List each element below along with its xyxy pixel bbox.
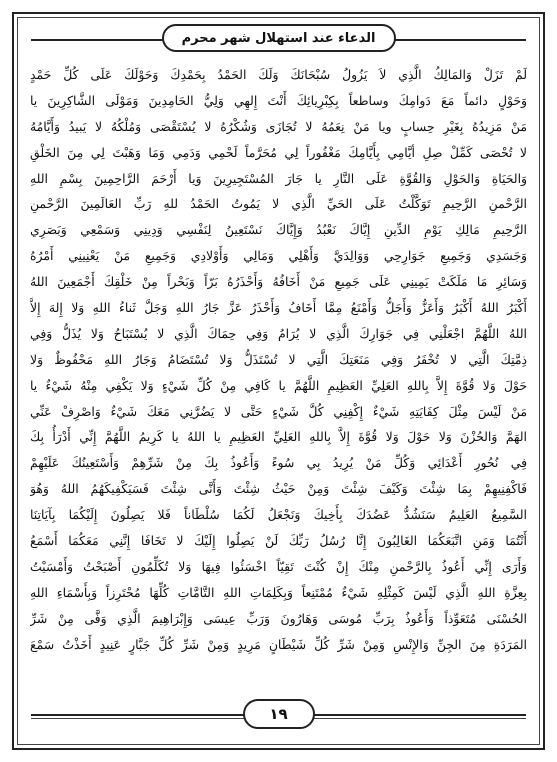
text-line: الرَّحْمنِ الرَّحِيمِ تَوَكَّلْتُ عَلَى الحَيِّ الَّذِي لا يَمُوتُ الحَمْدُ للهِ رَبِّ العَالَمِينَ الرَّحْمنِ xyxy=(30,196,527,212)
page-number-badge xyxy=(243,699,315,729)
text-line: السَّمِيعُ العَلِيمُ سَنَشُدُّ عَضُدَكَ بِأَخِيكَ وَنَجْعَلُ لَكُمَا سُلْطَاناً فَلا يَصِلُونَ إِلَيْكُمَا بِآيَاتِنَا xyxy=(30,507,527,523)
page-title: الدعاء عند استهلال شهر محرم xyxy=(181,30,376,46)
text-line: وَسَائِرِ مَا مَلَكَتْ يَمِينِي عَلَى جَمِيعِ مَنْ أَخَافُهُ وَأَحْذَرُهُ بَرّاً وَبَحْراً مِنْ خَلْقِكَ أَجْمَعِينَ اللهُ xyxy=(30,274,527,290)
text-line: مَنْ مَزِيدُهُ بِغَيْرِ حِسابٍ ويا مَنْ نِعَمُهُ لا تُجَازَى وَشُكْرُهُ لا يُسْتَقْصَى وَمُلْكُهُ لا يَبيدُ وَأَيَّامُهُ xyxy=(30,118,527,134)
text-line: الهَمَّ وَالحُزْنَ وَلا حَوْلَ وَلا قُوَّةَ إِلاَّ بِاللهِ العَلِيِّ العَظِيمِ يا اللهُ يا كَرِيمُ اللَّهُمَّ إِنِّي أَدْرَأُ بِكَ xyxy=(30,429,527,445)
header-title-badge xyxy=(162,24,396,52)
prayer-text-body xyxy=(30,62,527,684)
page-header xyxy=(31,24,526,54)
text-line: وَالحَيَاةِ وَالحَوْلِ وَالقُوَّةِ عَلَى النَّارِ يا جَارَ المُسْتَجِيرِينَ وَيا أَرْحَمَ الرَّاحِمِينَ بِسْمِ اللهِ xyxy=(30,170,527,186)
text-line: بِعِزَّةِ اللهِ الَّذِي لَيْسَ كَمِثْلِهِ شَيْءٌ مُمْتَنِعاً وَبِكَلِمَاتِ اللهِ التَّامَّاتِ كُلِّهَا مُحْتَرِزاً وَبِأَسْمَاءِ اللهِ xyxy=(30,584,527,600)
text-line: المَرَدَةِ مِنَ الجِنِّ وَالإِنْسِ وَمِنْ شَرِّ كُلِّ شَيْطَانٍ مَرِيدٍ وَمِنْ شَرِّ كُلِّ جَبَّارٍ عَنِيدٍ أَخَذْتُ سَمْعَ xyxy=(30,636,527,652)
text-line: الحُسْنَى مُتَعَوِّذاً وَأَعُوذُ بِرَبِّ مُوسَى وَهَارُونَ وَرَبِّ عِيسَى وَإِبْرَاهِيمَ الَّذِي وَفَّى مِنْ شَرِّ xyxy=(30,610,527,626)
text-line: حَوْلَ وَلا قُوَّةَ إِلاَّ بِاللهِ العَلِيِّ العَظِيمِ اللَّهُمَّ يا كَافِي مِنْ كُلِّ شَيْءٍ وَلا يَكْفِي مِنْهُ شَيْءٌ يا xyxy=(30,377,527,393)
text-line: وَحَوْلٍ دائماً مَعَ دَوامِكَ وساطعاً بِكِبْرِيائِكَ أَنْتَ إِلهِي وَلِيُّ الحَامِدِينَ وَمَوْلَى الشَّاكِرِينَ يا xyxy=(30,92,527,108)
text-line: فِي نُحُورِ أَعْدَائِي وَكُلِّ مَنْ يُرِيدُ بِي سُوءً وَأَعُوذُ بِكَ مِنْ شَرِّهِمْ وَأَسْتَعِينُكَ عَلَيْهِمْ xyxy=(30,455,527,471)
text-line: لَمْ تَزَلْ وَالمَالِكُ الَّذِي لاَ يَزُولُ سُبْحَانَكَ وَلَكَ الحَمْدُ بِحَمْدِكَ وَحَوْلَكَ عَلَى كُلِّ حَمْدٍ xyxy=(30,67,527,82)
text-line: أَكْبَرُ اللهُ أَكْبَرُ وَأَعَزُّ وَأَجَلُّ وَأَمْنَعُ مِمَّا أَخَافُ وَأَحْذَرُ عَزَّ جَارُ اللهِ وَجَلَّ ثَناءُ اللهِ وَلا إِلهَ إِلاَّ xyxy=(30,300,527,316)
text-line: وَجَسَدِي وَجَمِيعِ جَوَارِحِي وَوَالِدَيَّ وَأَهْلِي وَمَالِي وَأَوْلادِي وَجَمِيعِ مَنْ يَعْنِينِي أَمْرُهُ xyxy=(30,248,527,264)
text-line: مَنْ لَيْسَ مِثْلَ كِفَايَتِهِ شَيْءٌ إِكْفِنِي كُلَّ شَيْءٍ حَتَّى لا يَضُرَّنِي مَعَكَ شَيْءٌ وَاصْرِفْ عَنِّي xyxy=(30,403,527,419)
text-line: وَأَرَى إِنِّي أَعُوذُ بِالرَّحْمنِ مِنْكَ إِنْ كُنْتَ تَقِيّاً اخْسَئُوا فِيهَا وَلا تُكَلِّمُونِ أَصْبَحْتُ وَأَمْسَيْتُ xyxy=(30,558,527,574)
text-line: ذِمَّتِكَ الَّتِي لا تُخْفَرُ وَفِي مَنَعَتِكَ الَّتِي لا تُسْتَذَلُّ وَلا تُسْتَضَامُ وَجَارُ اللهِ مَحْفُوظٌ وَلا xyxy=(30,351,527,367)
text-line: اللهُ اللَّهُمَّ اجْعَلْنِي فِي جَوَارِكَ الَّذِي لا يُرَامُ وَفِي حِمَاكَ الَّذِي لا يُسْتَبَاحُ وَلا يُذَلُّ وَفِي xyxy=(30,325,527,341)
text-line: فَاكْفِنِيهِمْ بِمَا شِئْتَ وَكَيْفَ شِئْتَ وَمِنْ حَيْثُ شِئْتَ وَأَنَّى شِئْتَ فَسَيَكْفِيكَهُمُ اللهُ وَهُوَ xyxy=(30,481,527,497)
text-line: أَنْتُمَا وَمَنِ اتَّبَعَكُمَا الغَالِبُونَ إِنَّا رُسُلُ رَبِّكَ لَنْ يَصِلُوا إِلَيْكَ لا تَخَافَا إِنَّنِي مَعَكُمَا أَسْمَعُ xyxy=(30,533,527,549)
text-line: الرَّحِيمِ مَالِكِ يَوْمِ الدِّينِ إِيَّاكَ نَعْبُدُ وَإِيَّاكَ نَسْتَعِينُ لِنَفْسِي وَدِينِي وَسَمْعِي وَبَصَرِي xyxy=(30,222,527,238)
text-line: لا تُحْصَى كَمِّلْ صِلِ أيَّامِي بِأَيَّامِكَ مَغْفُوراً لِي مُحَرَّماً لَحْمِي وَدَمِي وَمَا وَهَبْتَ لِي مِنَ الخَلْقِ xyxy=(30,144,527,160)
page-footer xyxy=(31,697,526,731)
page-number: ١٩ xyxy=(269,705,288,723)
